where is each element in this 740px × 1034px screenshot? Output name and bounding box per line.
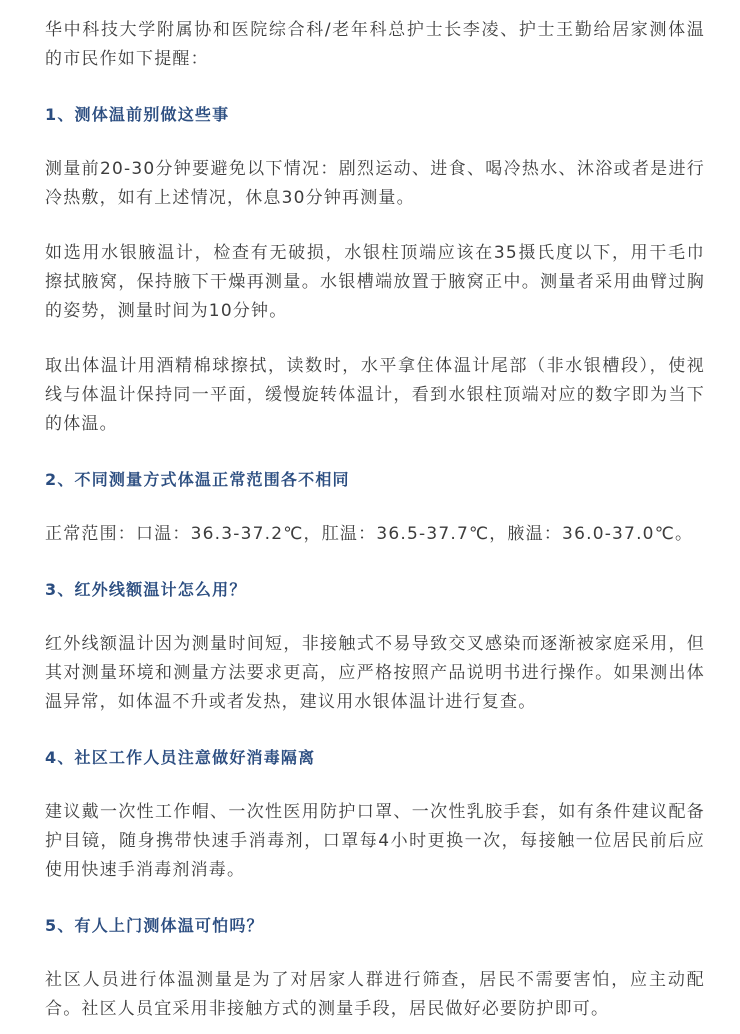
section-2-heading: 2、不同测量方式体温正常范围各不相同 [45,470,350,489]
section-1-paragraph-2: 如选用水银腋温计，检查有无破损，水银柱顶端应该在35摄氏度以下，用干毛巾擦拭腋窝，保持腋下干燥再测量。水银槽端放置于腋窝正中。测量者采用曲臂过胸的姿势，测量时间为10分钟。 [45,243,705,321]
section-1-paragraph-1: 测量前20-30分钟要避免以下情况：剧烈运动、进食、喝冷热水、沐浴或者是进行冷热敷，如有上述情况，休息30分钟再测量。 [45,159,705,208]
section-1-paragraph-3: 取出体温计用酒精棉球擦拭，读数时，水平拿住体温计尾部（非水银槽段），使视线与体温计保持同一平面，缓慢旋转体温计，看到水银柱顶端对应的数字即为当下的体温。 [45,356,705,434]
section-4-heading: 4、社区工作人员注意做好消毒隔离 [45,748,316,767]
section-1-heading: 1、测体温前别做这些事 [45,105,230,124]
section-5-paragraph-1: 社区人员进行体温测量是为了对居家人群进行筛查，居民不需要害怕，应主动配合。社区人员宜采用非接触方式的测量手段，居民做好必要防护即可。 [45,970,705,1019]
intro-paragraph: 华中科技大学附属协和医院综合科/老年科总护士长李凌、护士王勤给居家测体温的市民作如下提醒： [45,20,705,69]
section-2-paragraph-1: 正常范围：口温：36.3-37.2℃，肛温：36.5-37.7℃，腋温：36.0-37.0℃。 [45,524,694,544]
section-3-heading: 3、红外线额温计怎么用？ [45,580,247,599]
section-4-paragraph-1: 建议戴一次性工作帽、一次性医用防护口罩、一次性乳胶手套，如有条件建议配备护目镜，随身携带快速手消毒剂，口罩每4小时更换一次，每接触一位居民前后应使用快速手消毒剂消毒。 [45,802,705,880]
section-3-paragraph-1: 红外线额温计因为测量时间短，非接触式不易导致交叉感染而逐渐被家庭采用，但其对测量环境和测量方法要求更高，应严格按照产品说明书进行操作。如果测出体温异常，如体温不升或者发热，建议用水银体温计进行复查。 [45,634,705,712]
section-5-heading: 5、有人上门测体温可怕吗？ [45,916,264,935]
article-body [45,16,705,1024]
